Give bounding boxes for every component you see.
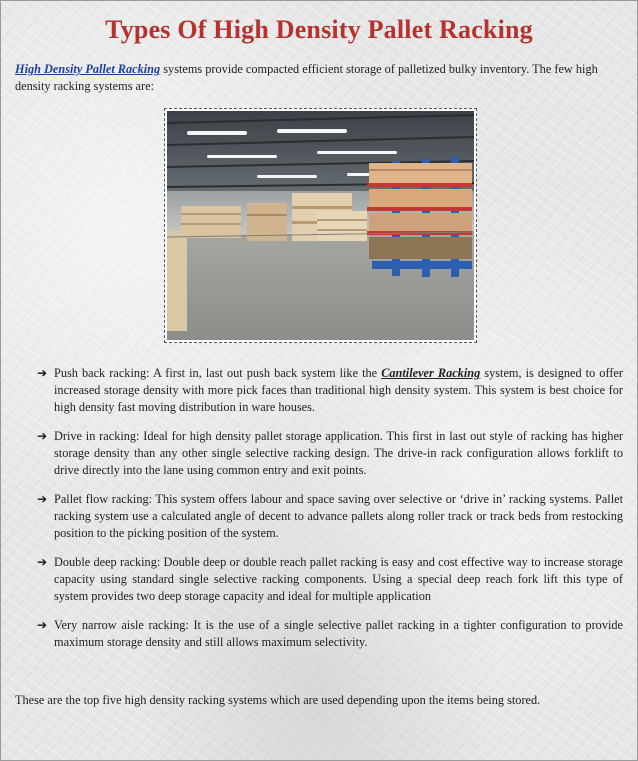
arrow-right-icon: ➔: [37, 492, 48, 506]
bullet-text: Pallet flow racking: This system offers labour and space saving over selective or ‘drive in’ racking systems. Pallet racking system use a calculated angle of decent to advance pallets along roller track or track beds from restocking position to the picking position of the system.: [54, 492, 623, 540]
cantilever-racking-link[interactable]: Cantilever Racking: [381, 366, 481, 380]
list-item: [37, 428, 623, 479]
warehouse-illustration: [167, 111, 474, 340]
intro-text: systems provide compacted efficient storage of palletized bulky inventory. The few high density racking systems are:: [15, 62, 598, 93]
arrow-right-icon: ➔: [37, 618, 48, 632]
list-item: [37, 617, 623, 651]
bullet-text: Double deep racking: Double deep or double reach pallet racking is easy and cost effective way to increase storage capacity using standard single selective racking components. Using a special deep reach fork lift this type of system provides two deep storage capacity and ideal for multiple application: [54, 555, 623, 603]
closing-paragraph: These are the top five high density racking systems which are used depending upon the items being stored.: [15, 693, 541, 707]
arrow-right-icon: ➔: [37, 366, 48, 380]
warehouse-photo: [164, 108, 477, 343]
bullet-text-pre: Push back racking: A first in, last out push back system like the: [54, 366, 382, 380]
high-density-pallet-racking-link[interactable]: High Density Pallet Racking: [15, 62, 161, 76]
bullet-text: Drive in racking: Ideal for high density pallet storage application. This first in last out style of racking has higher storage density than any other single selective racking design. The drive-in rack configuration allows forklift to drive directly into the lane using common entry and exit points.: [54, 429, 623, 477]
arrow-right-icon: ➔: [37, 555, 48, 569]
intro-paragraph: [15, 61, 623, 95]
bullet-text: Very narrow aisle racking: It is the use of a single selective pallet racking in a tighter configuration to provide maximum storage density and still allows maximum selectivity.: [54, 618, 623, 649]
bullet-text-post: system, is designed to offer increased storage density with more pick faces than traditional high density system. This system is best choice for high density fast moving distribution in ware houses.: [54, 366, 623, 414]
list-item: [37, 491, 623, 542]
list-item: [37, 365, 623, 416]
racking-types-list: [37, 365, 623, 663]
page-title: Types Of High Density Pallet Racking: [105, 15, 533, 44]
list-item: [37, 554, 623, 605]
arrow-right-icon: ➔: [37, 429, 48, 443]
